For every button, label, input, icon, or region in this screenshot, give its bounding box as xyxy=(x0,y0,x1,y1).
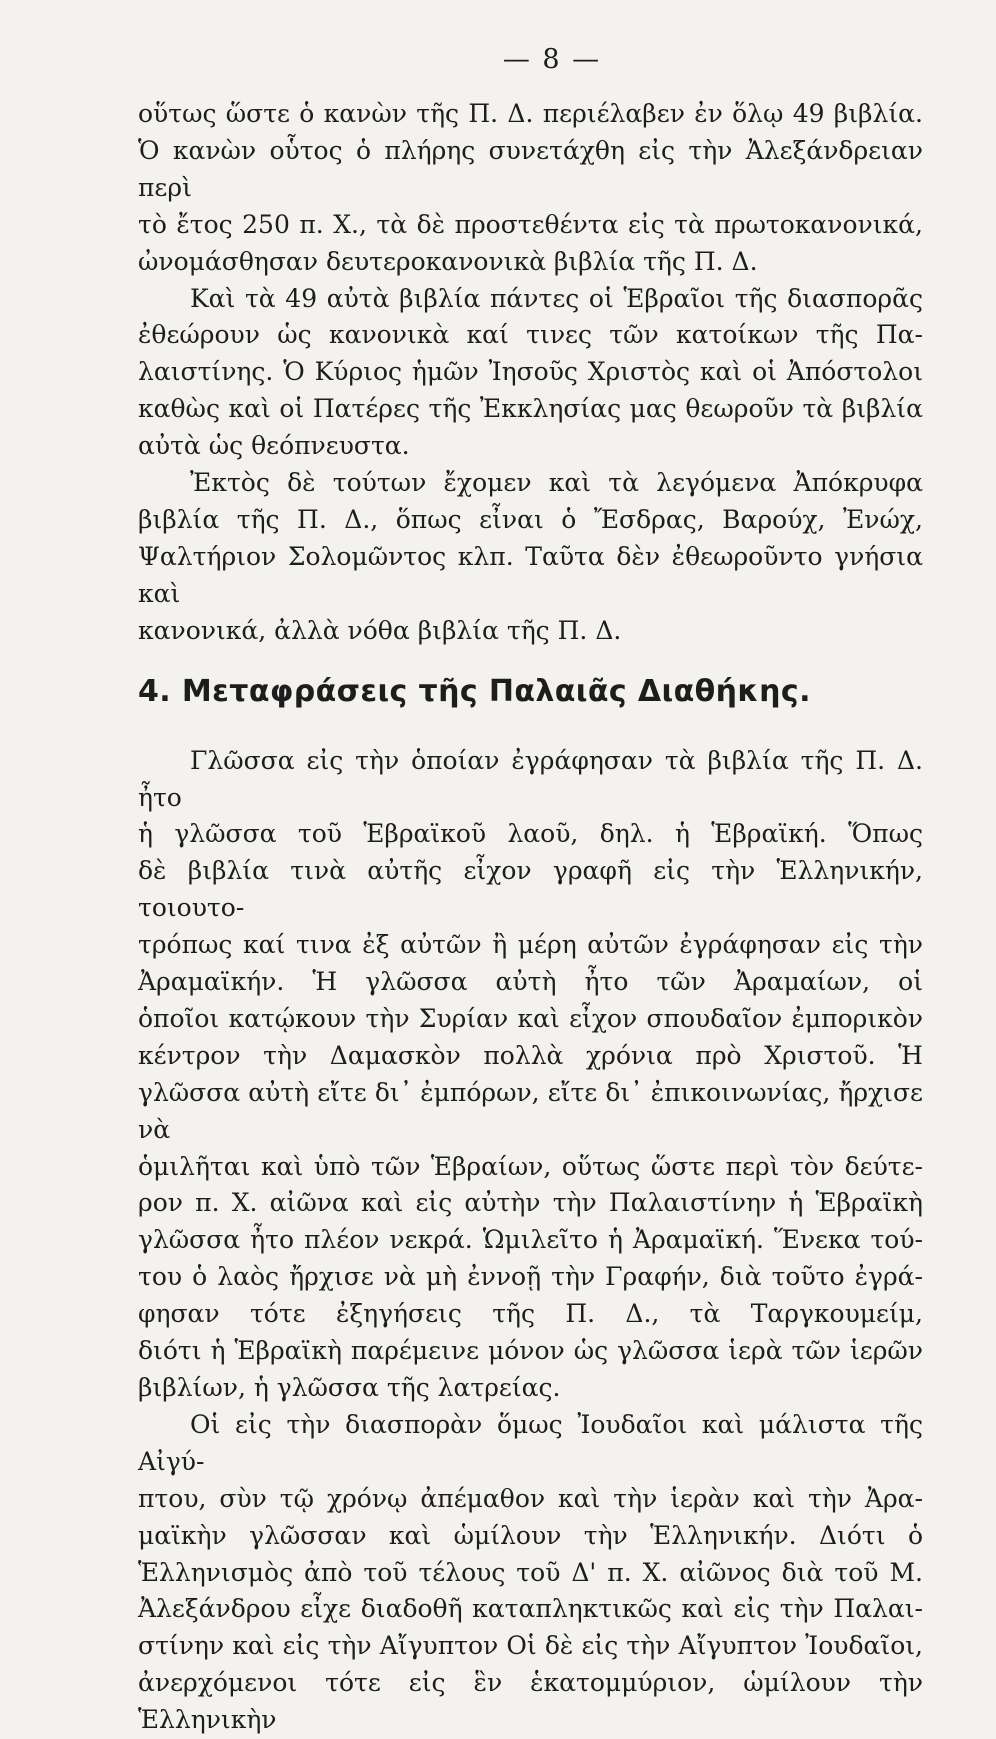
text-line: βιβλία τῆς Π. Δ., ὅπως εἶναι ὁ Ἔσδρας, Βαρούχ, Ἐνώχ, xyxy=(138,504,923,534)
text-line: βιβλίων, ἡ γλῶσσα τῆς λατρείας. xyxy=(138,1373,561,1402)
text-line: ὁποῖοι κατῴκουν τὴν Συρίαν καὶ εἶχον σπουδαῖον ἐμπορικὸν xyxy=(138,1003,923,1033)
page-body xyxy=(138,96,923,1739)
text-line: μαϊκὴν γλῶσσαν καὶ ὡμίλουν τὴν Ἑλληνικήν. Διότι ὁ xyxy=(138,1520,923,1550)
text-line: κανονικά, ἀλλὰ νόθα βιβλία τῆς Π. Δ. xyxy=(138,615,622,645)
text-line: δὲ βιβλία τινὰ αὐτῆς εἶχον γραφῆ εἰς τὴν Ἑλληνικήν, τοιουτο- xyxy=(138,856,923,923)
text-line: ὠνομάσθησαν δευτεροκανονικὰ βιβλία τῆς Π. Δ. xyxy=(138,246,758,276)
text-line: φησαν τότε ἐξηγήσεις τῆς Π. Δ., τὰ Ταργκουμείμ, xyxy=(138,1299,923,1329)
text-line: του ὁ λαὸς ἤρχισε νὰ μὴ ἐννοῇ τὴν Γραφήν, διὰ τοῦτο ἐγρά- xyxy=(138,1262,923,1292)
text-line: στίνην καὶ εἰς τὴν Αἴγυπτον Οἱ δὲ εἰς τὴν Αἴγυπτον Ἰουδαῖοι, xyxy=(138,1631,923,1661)
paragraph-5 xyxy=(138,1407,923,1739)
text-line: Ἀλεξάνδρου εἶχε διαδοθῆ καταπληκτικῶς καὶ εἰς τὴν Παλαι- xyxy=(138,1594,923,1624)
text-line: γλῶσσα ἦτο πλέον νεκρά. Ὡμιλεῖτο ἡ Ἀραμαϊκή. Ἕνεκα τού- xyxy=(138,1225,923,1255)
text-line: Οἱ εἰς τὴν διασπορὰν ὅμως Ἰουδαῖοι καὶ μάλιστα τῆς Αἰγύ- xyxy=(138,1409,923,1476)
page-number: — 8 — xyxy=(502,44,602,75)
text-line: οὕτως ὥστε ὁ κανὼν τῆς Π. Δ. περιέλαβεν ἐν ὅλῳ 49 βιβλία. xyxy=(138,99,923,128)
text-line: ρον π. Χ. αἰῶνα καὶ εἰς αὐτὴν τὴν Παλαιστίνην ἡ Ἑβραϊκὴ xyxy=(138,1188,923,1218)
text-line: Ὁ κανὼν οὗτος ὁ πλήρης συνετάχθη εἰς τὴν Ἀλεξάνδρειαν περὶ xyxy=(138,135,923,202)
text-line: λαιστίνης. Ὁ Κύριος ἡμῶν Ἰησοῦς Χριστὸς καὶ οἱ Ἀπόστολοι xyxy=(138,357,923,387)
text-line: διότι ἡ Ἑβραϊκὴ παρέμεινε μόνον ὡς γλῶσσα ἱερὰ τῶν ἱερῶν xyxy=(138,1336,923,1366)
text-line: τρόπως καί τινα ἐξ αὐτῶν ἢ μέρη αὐτῶν ἐγράφησαν εἰς τὴν xyxy=(138,930,923,960)
text-line: ἐθεώρουν ὡς κανονικὰ καί τινες τῶν κατοίκων τῆς Πα- xyxy=(138,320,923,350)
text-line: ὁμιλῆται καὶ ὑπὸ τῶν Ἑβραίων, οὕτως ὥστε περὶ τὸν δεύτε- xyxy=(138,1151,923,1181)
text-line: γλῶσσα αὐτὴ εἴτε δι᾿ ἐμπόρων, εἴτε δι᾿ ἐπικοινωνίας, ἤρχισε νὰ xyxy=(138,1077,923,1144)
text-line: πτου, σὺν τῷ χρόνῳ ἀπέμαθον καὶ τὴν ἱερὰν καὶ τὴν Ἀρα- xyxy=(138,1483,923,1513)
text-line: Ἑλληνισμὸς ἀπὸ τοῦ τέλους τοῦ Δ' π. Χ. αἰῶνος διὰ τοῦ Μ. xyxy=(138,1557,923,1587)
bottom-section xyxy=(138,743,923,1739)
text-line: Ἐκτὸς δὲ τούτων ἔχομεν καὶ τὰ λεγόμενα Ἀπόκρυφα xyxy=(190,468,923,498)
text-line: καθὼς καὶ οἱ Πατέρες τῆς Ἐκκλησίας μας θεωροῦν τὰ βιβλία xyxy=(138,394,923,424)
text-line: αὐτὰ ὡς θεόπνευστα. xyxy=(138,431,410,461)
paragraph-4 xyxy=(138,743,923,1407)
text-line: Καὶ τὰ 49 αὐτὰ βιβλία πάντες οἱ Ἑβραῖοι τῆς διασπορᾶς xyxy=(190,283,923,313)
text-line: ἡ γλῶσσα τοῦ Ἑβραϊκοῦ λαοῦ, δηλ. ἡ Ἑβραϊκή. Ὅπως xyxy=(138,819,923,849)
text-line: τὸ ἔτος 250 π. Χ., τὰ δὲ προστεθέντα εἰς τὰ πρωτοκανονικά, xyxy=(138,209,923,239)
top-section xyxy=(138,96,923,650)
text-line: κέντρον τὴν Δαμασκὸν πολλὰ χρόνια πρὸ Χριστοῦ. Ἡ xyxy=(138,1040,923,1070)
paragraph-3 xyxy=(138,465,923,650)
section-heading: 4. Μεταφράσεις τῆς Παλαιᾶς Διαθήκης. xyxy=(138,673,811,709)
paragraph-1 xyxy=(138,96,923,281)
paragraph-2 xyxy=(138,281,923,466)
text-line: Ψαλτήριον Σολομῶντος κλπ. Ταῦτα δὲν ἐθεωροῦντο γνήσια καὶ xyxy=(138,541,923,608)
text-line: Ἀραμαϊκήν. Ἡ γλῶσσα αὐτὴ ἦτο τῶν Ἀραμαίων, οἱ xyxy=(138,967,923,997)
text-line: ἀνερχόμενοι τότε εἰς ἓν ἑκατομμύριον, ὡμίλουν τὴν Ἑλληνικὴν xyxy=(138,1668,923,1735)
text-line: Γλῶσσα εἰς τὴν ὁποίαν ἐγράφησαν τὰ βιβλία τῆς Π. Δ. ἦτο xyxy=(138,745,923,812)
